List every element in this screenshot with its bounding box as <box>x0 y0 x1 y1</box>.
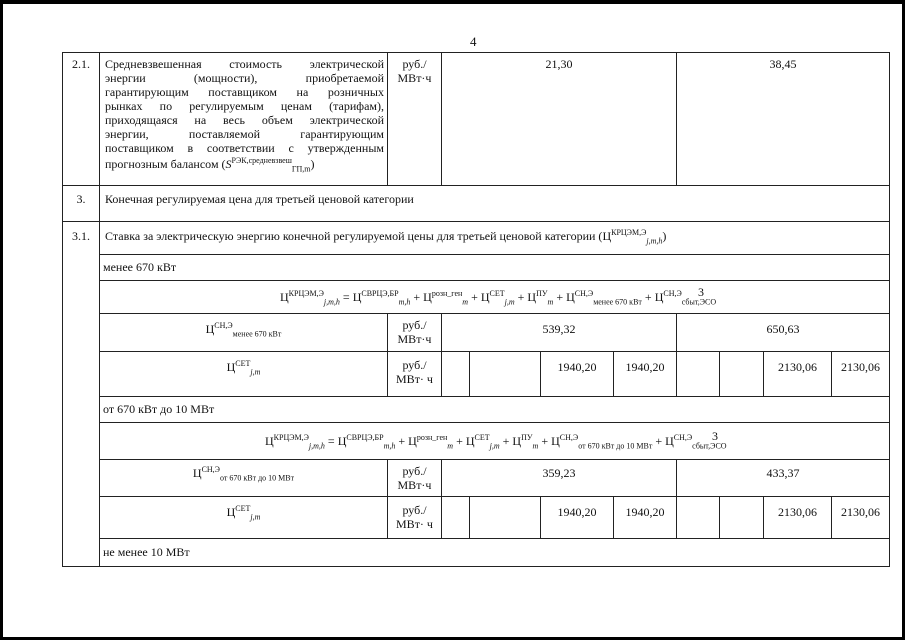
sub: m,h <box>398 297 411 307</box>
paren: ) <box>662 229 667 243</box>
symbol-c: Ц <box>551 434 560 448</box>
footnote-mark: 3 <box>698 285 704 299</box>
symbol-cell <box>99 459 388 497</box>
desc-line: гарантирующим поставщиком на розничных <box>105 85 384 99</box>
sup: СВРЦЭ,БР <box>361 289 399 298</box>
sup: ПУ <box>521 433 533 442</box>
value-cell: 2130,06 <box>763 351 832 397</box>
value-cell: 359,23 <box>441 459 677 497</box>
symbol-c: Ц <box>205 322 215 336</box>
sup: ПУ <box>536 289 548 298</box>
value-cell: 2130,06 <box>831 496 890 539</box>
row-description <box>99 221 890 255</box>
sup: СН,Э <box>559 433 579 442</box>
symbol-c: Ц <box>527 290 537 304</box>
value-cell: 38,45 <box>676 52 890 186</box>
row-description: Конечная регулируемая цена для третьей ценовой категории <box>99 185 890 222</box>
symbol-c: Ц <box>602 229 612 243</box>
symbol-c: Ц <box>226 505 236 519</box>
symbol-c: Ц <box>226 360 236 374</box>
sub: от 670 кВт до 10 МВт <box>578 441 653 451</box>
symbol-cell <box>99 313 388 352</box>
row-number: 2.1. <box>62 52 100 186</box>
sup: СН,Э <box>574 289 594 298</box>
symbol-sub: j,m <box>250 367 261 377</box>
empty-cell <box>441 351 470 397</box>
symbol-c: Ц <box>423 290 432 304</box>
sub: m <box>547 297 554 307</box>
formula: $Ц^{КРЦЭМ,Э}_{j,m,h} = Ц^{СВРЦЭ,БР}_{m,h} + Ц^{розн\_ген}_m + Ц^{СЕТ}_{j,m} + Ц^{ПУ}_m + Ц^{СН,Э}_{менее 670 кВт} + Ц^{СН,Э}_{сбыт,ЭСО}$ <box>280 289 717 307</box>
desc-line: энергии, поставляемой гарантирующим <box>105 127 384 141</box>
symbol-sub: ГП,m <box>291 164 311 174</box>
symbol-c: Ц <box>280 290 289 304</box>
section-heading: менее 670 кВт <box>99 254 890 281</box>
sub: m <box>532 441 539 451</box>
desc-text: прогнозным балансом ( <box>105 157 226 171</box>
symbol-sub: от 670 кВт до 10 МВт <box>219 473 295 483</box>
empty-cell <box>676 351 720 397</box>
sub: m <box>447 441 454 451</box>
formula-cell <box>99 422 890 460</box>
desc-line: энергии (мощности), приобретаемой <box>105 71 384 85</box>
empty-cell <box>719 496 764 539</box>
empty-cell <box>469 496 541 539</box>
symbol-sup: СН,Э <box>201 465 220 474</box>
value-cell: 1940,20 <box>540 351 614 397</box>
scan-border-left <box>0 0 3 640</box>
row-description <box>99 52 388 186</box>
value-cell: 21,30 <box>441 52 677 186</box>
symbol-c: Ц <box>512 434 522 448</box>
symbol-sub: j,m <box>250 512 261 522</box>
empty-cell <box>719 351 764 397</box>
desc-line: поставщиком в соответствии с утвержденным <box>105 141 384 155</box>
symbol-cell <box>99 351 388 397</box>
symbol-c: Ц <box>337 434 347 448</box>
empty-cell <box>441 496 470 539</box>
formula: $Ц^{КРЦЭМ,Э}_{j,m,h} = Ц^{СВРЦЭ,БР}_{m,h} + Ц^{розн\_ген}_m + Ц^{СЕТ}_{j,m} + Ц^{ПУ}_m + Ц^{СН,Э}_{от 670 кВт до 10 МВт} + Ц^{СН,Э}_{сбыт,ЭСО}$ <box>265 433 727 451</box>
unit-cell: руб./ МВт·ч <box>387 313 442 352</box>
sub: j,m <box>489 441 500 451</box>
symbol-cell <box>99 496 388 539</box>
symbol-sup: КРЦЭМ,Э <box>611 228 647 237</box>
symbol-c: Ц <box>408 434 417 448</box>
page-number: 4 <box>470 34 477 49</box>
row-number: 3.1. <box>62 221 100 567</box>
scan-border-top <box>0 0 905 4</box>
desc-text: Ставка за электрическую энергию конечной регулируемой цены для третьей ценовой категории ( <box>105 229 603 243</box>
symbol-s: S <box>225 157 232 171</box>
sub: j,m,h <box>323 297 340 307</box>
desc-line-last <box>105 156 384 174</box>
value-cell: 1940,20 <box>613 351 677 397</box>
sup: СЕТ <box>489 289 505 298</box>
value-cell: 2130,06 <box>831 351 890 397</box>
footnote-mark: 3 <box>712 429 718 443</box>
value-cell: 539,32 <box>441 313 677 352</box>
symbol-c: Ц <box>665 434 674 448</box>
symbol-sup: РЭК,средневзвеш <box>231 156 292 165</box>
symbol-sup: СЕТ <box>235 359 251 368</box>
desc-line: Средневзвешенная стоимость электрической <box>105 57 384 71</box>
symbol-c: Ц <box>566 290 575 304</box>
sup: СН,Э <box>673 433 693 442</box>
unit-cell: руб./МВт· ч <box>387 351 442 397</box>
sub: j,m <box>504 297 515 307</box>
value-cell: 1940,20 <box>613 496 677 539</box>
value-cell: 1940,20 <box>540 496 614 539</box>
desc-line: приходящаяся на весь объем электрической <box>105 113 384 127</box>
symbol-sub: j,m,h <box>646 236 663 246</box>
paren: ) <box>310 157 315 171</box>
sub: m,h <box>383 441 396 451</box>
symbol-c: Ц <box>465 434 475 448</box>
value-cell: 2130,06 <box>763 496 832 539</box>
empty-cell <box>469 351 541 397</box>
value-cell: 433,37 <box>676 459 890 497</box>
desc-line: рынках по регулируемым ценам (тарифам), <box>105 99 384 113</box>
section-heading: от 670 кВт до 10 МВт <box>99 396 890 423</box>
symbol-c: Ц <box>352 290 362 304</box>
symbol-sup: СН,Э <box>214 321 233 330</box>
unit-cell: руб./ МВт·ч <box>387 459 442 497</box>
sup: СЕТ <box>474 433 490 442</box>
sub: j,m,h <box>308 441 325 451</box>
sup: КРЦЭМ,Э <box>273 433 309 442</box>
sub: сбыт,ЭСО <box>692 441 727 451</box>
symbol-sup: СЕТ <box>235 504 251 513</box>
symbol-c: Ц <box>480 290 490 304</box>
sup: СВРЦЭ,БР <box>346 433 384 442</box>
sub: сбыт,ЭСО <box>681 297 717 307</box>
sup: розн_ген <box>416 433 448 442</box>
empty-cell <box>676 496 720 539</box>
section-heading: не менее 10 МВт <box>99 538 890 567</box>
unit-cell: руб./МВт·ч <box>387 52 442 186</box>
sup: СН,Э <box>663 289 682 298</box>
sub: m <box>462 297 469 307</box>
sub: менее 670 кВт <box>593 297 642 307</box>
symbol-sub: менее 670 кВт <box>232 329 282 339</box>
symbol-c: Ц <box>654 290 664 304</box>
unit-cell: руб./МВт· ч <box>387 496 442 539</box>
sup: розн_ген <box>431 289 463 298</box>
symbol-c: Ц <box>265 434 274 448</box>
formula-cell <box>99 280 890 314</box>
sup: КРЦЭМ,Э <box>288 289 324 298</box>
value-cell: 650,63 <box>676 313 890 352</box>
symbol-c: Ц <box>192 466 202 480</box>
row-number: 3. <box>62 185 100 222</box>
